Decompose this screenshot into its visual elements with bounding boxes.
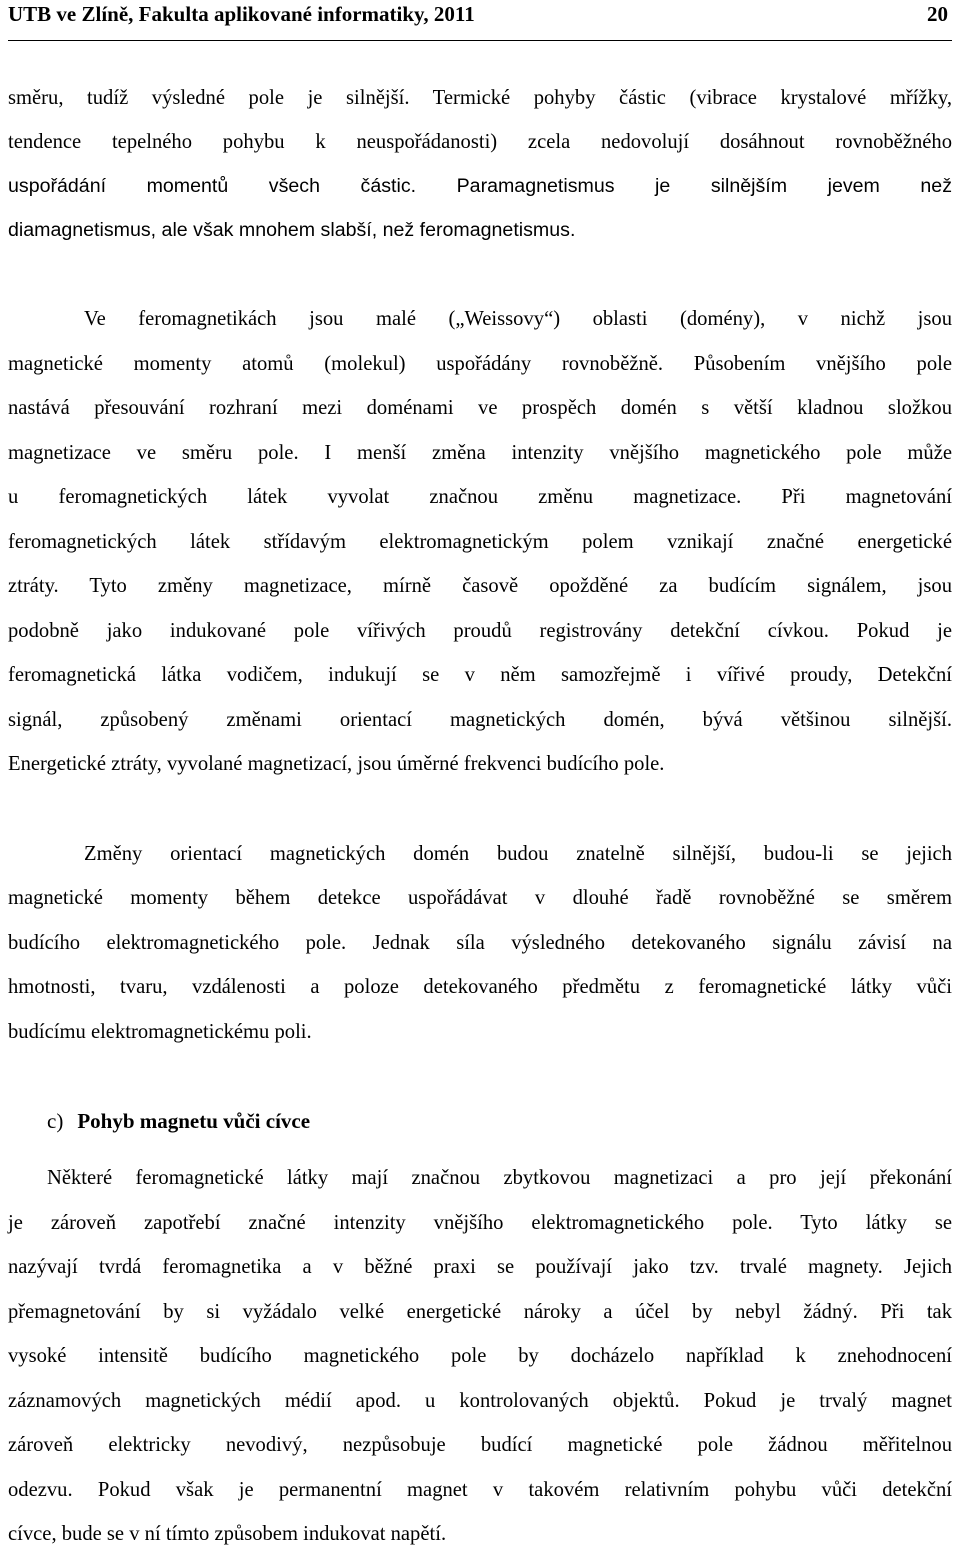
text-line: Energetické ztráty, vyvolané magnetizací, jsou úměrné frekvenci budícího pole. <box>8 753 665 775</box>
text-line: ztráty. Tyto změny magnetizace, mírně časově opožděné za budícím signálem, jsou <box>8 575 952 597</box>
text-line: Některé feromagnetické látky mají značnou zbytkovou magnetizaci a pro její překonání <box>47 1167 952 1189</box>
section-marker: c) <box>47 1109 64 1133</box>
text-line: nazývají tvrdá feromagnetika a v běžné praxi se používají jako tzv. trvalé magnety. Jejich <box>8 1256 952 1278</box>
text-line: magnetizace ve směru pole. I menší změna intenzity vnějšího magnetického pole může <box>8 442 952 464</box>
text-line: feromagnetických látek střídavým elektromagnetickým polem vznikají značné energetické <box>8 531 952 553</box>
text-line: zároveň elektricky nevodivý, nezpůsobuje budící magnetické pole žádnou měřitelnou <box>8 1434 952 1456</box>
header-title: UTB ve Zlíně, Fakulta aplikované informatiky, 2011 <box>8 2 475 26</box>
text-line: uspořádání momentů všech částic. Paramagnetismus je silnějším jevem než <box>8 175 952 197</box>
text-line: vysoké intensitě budícího magnetického pole by docházelo například k znehodnocení <box>8 1345 952 1367</box>
page-header <box>8 0 952 41</box>
text-line: odezvu. Pokud však je permanentní magnet v takovém relativním pohybu vůči detekční <box>8 1479 952 1501</box>
text-line: signál, způsobený změnami orientací magnetických domén, bývá většinou silnější. <box>8 709 952 731</box>
section-heading <box>47 1109 310 1133</box>
text-line: budícímu elektromagnetickému poli. <box>8 1021 312 1043</box>
text-line: Změny orientací magnetických domén budou znatelně silnější, budou-li se jejich <box>84 843 952 865</box>
text-line: Ve feromagnetikách jsou malé („Weissovy“) oblasti (domény), v nichž jsou <box>84 308 952 330</box>
text-line: magnetické momenty během detekce uspořádávat v dlouhé řadě rovnoběžné se směrem <box>8 887 952 909</box>
text-line: tendence tepelného pohybu k neuspořádanosti) zcela nedovolují dosáhnout rovnoběžného <box>8 131 952 153</box>
text-line: záznamových magnetických médií apod. u kontrolovaných objektů. Pokud je trvalý magnet <box>8 1390 952 1412</box>
text-line: u feromagnetických látek vyvolat značnou změnu magnetizace. Při magnetování <box>8 486 952 508</box>
text-line: hmotnosti, tvaru, vzdálenosti a poloze detekovaného předmětu z feromagnetické látky vůči <box>8 976 952 998</box>
text-line: přemagnetování by si vyžádalo velké energetické nároky a účel by nebyl žádný. Při tak <box>8 1301 952 1323</box>
text-line: nastává přesouvání rozhraní mezi doménami ve prospěch domén s větší kladnou složkou <box>8 397 952 419</box>
page-number: 20 <box>927 2 948 26</box>
text-line: budícího elektromagnetického pole. Jednak síla výsledného detekovaného signálu závisí na <box>8 932 952 954</box>
text-line: směru, tudíž výsledné pole je silnější. Termické pohyby částic (vibrace krystalové mřížky, <box>8 87 952 109</box>
text-line: feromagnetická látka vodičem, indukují se v něm samozřejmě i vířivé proudy, Detekční <box>8 664 952 686</box>
text-line: je zároveň zapotřebí značné intenzity vnějšího elektromagnetického pole. Tyto látky se <box>8 1212 952 1234</box>
text-line: podobně jako indukované pole vířivých proudů registrovány detekční cívkou. Pokud je <box>8 620 952 642</box>
text-line: cívce, bude se v ní tímto způsobem indukovat napětí. <box>8 1523 447 1545</box>
text-line: diamagnetismus, ale však mnohem slabší, než feromagnetismus. <box>8 219 576 241</box>
section-title: Pohyb magnetu vůči cívce <box>77 1109 311 1133</box>
text-line: magnetické momenty atomů (molekul) uspořádány rovnoběžně. Působením vnějšího pole <box>8 353 952 375</box>
